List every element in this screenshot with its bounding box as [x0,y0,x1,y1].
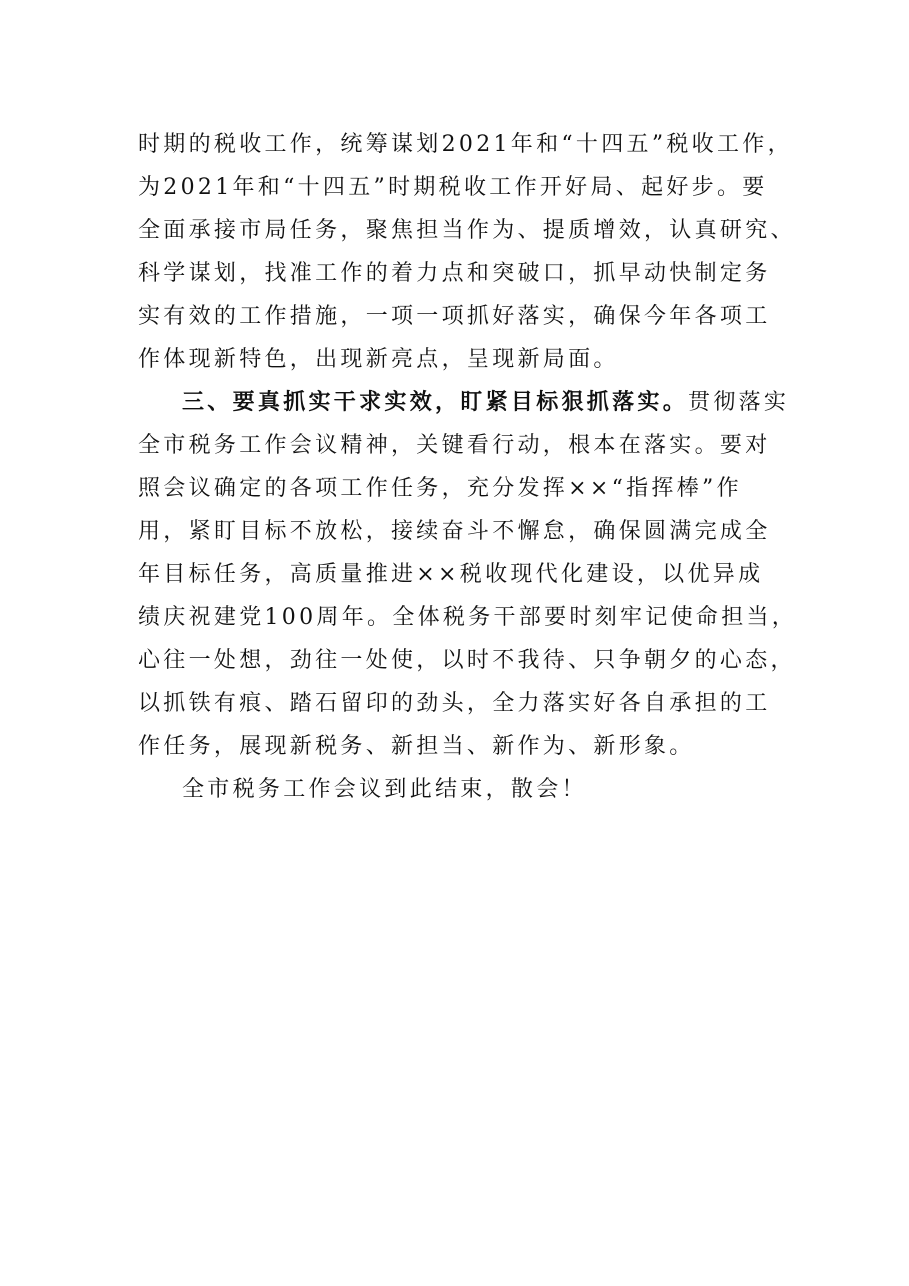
text-line: 以抓铁有痕、踏石留印的劲头，全力落实好各自承担的工 [138,691,771,716]
text-line: 年目标任务，高质量推进××税收现代化建设，以优异成 [138,562,764,587]
paragraph-section-three [138,381,798,768]
text-line: 时期的税收工作，统筹谋划2021年和“十四五”税收工作， [138,132,793,157]
text-line: 照会议确定的各项工作任务，充分发挥××“指挥棒”作 [138,476,742,501]
text-line: 绩庆祝建党100周年。全体税务干部要时刻牢记使命担当， [138,605,798,630]
text-line: 科学谋划，找准工作的着力点和突破口，抓早动快制定务 [138,261,771,286]
section-first-line [138,381,790,424]
text-line: 全面承接市局任务，聚焦担当作为、提质增效，认真研究、 [138,218,796,243]
text-line: 为2021年和“十四五”时期税收工作开好局、起好步。要 [138,175,768,200]
closing-line: 全市税务工作会议到此结束，散会！ [182,777,587,802]
paragraph-closing [138,768,778,811]
section-heading-continuation: 贯彻落实 [688,390,790,415]
text-line: 心往一处想，劲往一处使，以时不我待、只争朝夕的心态， [138,648,796,673]
section-heading: 三、要真抓实干求实效，盯紧目标狠抓落实。 [182,389,689,415]
text-line: 作任务，展现新税务、新担当、新作为、新形象。 [138,734,695,759]
text-line: 全市税务工作会议精神，关键看行动，根本在落实。要对 [138,433,771,458]
text-line: 作体现新特色，出现新亮点，呈现新局面。 [138,347,619,372]
document-body [138,123,798,811]
paragraph-continuation [138,123,796,381]
text-line: 用，紧盯目标不放松，接续奋斗不懈怠，确保圆满完成全 [138,519,771,544]
text-line: 实有效的工作措施，一项一项抓好落实，确保今年各项工 [138,304,771,329]
